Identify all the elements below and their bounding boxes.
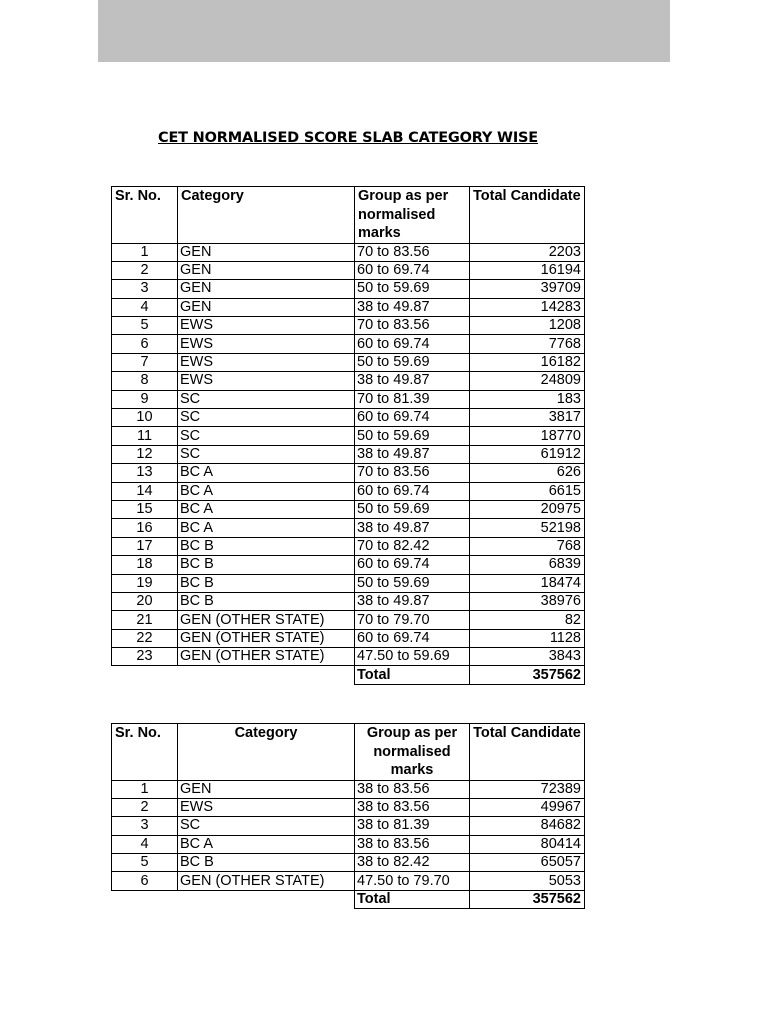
table-row — [112, 372, 585, 390]
cell-sr-no: 1 — [112, 243, 178, 261]
cell-category: SC — [178, 817, 355, 835]
cell-category: GEN — [178, 261, 355, 279]
cell-group: 50 to 59.69 — [355, 500, 470, 518]
cell-sr-no: 11 — [112, 427, 178, 445]
table-row — [112, 592, 585, 610]
cell-category: GEN — [178, 298, 355, 316]
cell-category: BC B — [178, 537, 355, 555]
cell-group: 70 to 83.56 — [355, 243, 470, 261]
cell-category: BC A — [178, 464, 355, 482]
table-row — [112, 500, 585, 518]
cell-category: GEN — [178, 243, 355, 261]
cell-sr-no: 5 — [112, 854, 178, 872]
table-row — [112, 464, 585, 482]
cell-total: 3817 — [470, 409, 585, 427]
cell-sr-no: 3 — [112, 280, 178, 298]
cell-sr-no: 23 — [112, 648, 178, 666]
table-row — [112, 817, 585, 835]
cell-sr-no: 20 — [112, 592, 178, 610]
cell-group: 38 to 49.87 — [355, 519, 470, 537]
cell-group: 38 to 83.56 — [355, 798, 470, 816]
cell-group: 47.50 to 79.70 — [355, 872, 470, 890]
cell-group: 70 to 82.42 — [355, 537, 470, 555]
cell-sr-no: 15 — [112, 500, 178, 518]
cell-total: 18770 — [470, 427, 585, 445]
table-row — [112, 427, 585, 445]
cell-sr-no: 5 — [112, 317, 178, 335]
cell-category: SC — [178, 390, 355, 408]
cell-total: 72389 — [470, 780, 585, 798]
table-row — [112, 335, 585, 353]
cell-category: GEN (OTHER STATE) — [178, 611, 355, 629]
header-group: Group as per normalised marks — [355, 724, 470, 781]
cell-total: 768 — [470, 537, 585, 555]
cell-sr-no: 8 — [112, 372, 178, 390]
cell-group: 60 to 69.74 — [355, 482, 470, 500]
cell-total: 20975 — [470, 500, 585, 518]
cell-group: 38 to 83.56 — [355, 780, 470, 798]
cell-sr-no: 19 — [112, 574, 178, 592]
cell-group: 70 to 83.56 — [355, 317, 470, 335]
cell-category: GEN (OTHER STATE) — [178, 872, 355, 890]
header-category: Category — [178, 724, 355, 781]
cell-category: SC — [178, 409, 355, 427]
header-group: Group as per normalised marks — [355, 187, 470, 244]
blank-cell — [178, 666, 355, 684]
cell-total: 2203 — [470, 243, 585, 261]
cell-group: 60 to 69.74 — [355, 409, 470, 427]
blank-cell — [112, 666, 178, 684]
table-row — [112, 298, 585, 316]
cell-total: 7768 — [470, 335, 585, 353]
total-label: Total — [355, 890, 470, 908]
cell-sr-no: 2 — [112, 261, 178, 279]
table-body — [112, 780, 585, 909]
cell-group: 50 to 59.69 — [355, 574, 470, 592]
cell-total: 24809 — [470, 372, 585, 390]
cell-category: GEN — [178, 280, 355, 298]
cell-sr-no: 10 — [112, 409, 178, 427]
cell-total: 16194 — [470, 261, 585, 279]
cell-total: 14283 — [470, 298, 585, 316]
cell-total: 16182 — [470, 353, 585, 371]
cell-total: 39709 — [470, 280, 585, 298]
cell-category: BC B — [178, 574, 355, 592]
category-summary-table — [111, 723, 585, 909]
cell-sr-no: 13 — [112, 464, 178, 482]
cell-category: BC B — [178, 854, 355, 872]
cell-sr-no: 21 — [112, 611, 178, 629]
table-row — [112, 445, 585, 463]
cell-group: 60 to 69.74 — [355, 556, 470, 574]
cell-category: BC A — [178, 519, 355, 537]
cell-category: GEN (OTHER STATE) — [178, 629, 355, 647]
cell-category: BC A — [178, 482, 355, 500]
header-total: Total Candidate — [470, 724, 585, 781]
cell-category: BC B — [178, 556, 355, 574]
cell-total: 6839 — [470, 556, 585, 574]
cell-group: 38 to 83.56 — [355, 835, 470, 853]
total-value: 357562 — [470, 890, 585, 908]
table-row — [112, 243, 585, 261]
cell-sr-no: 12 — [112, 445, 178, 463]
cell-sr-no: 1 — [112, 780, 178, 798]
cell-group: 38 to 49.87 — [355, 372, 470, 390]
cell-sr-no: 18 — [112, 556, 178, 574]
table-row — [112, 280, 585, 298]
cell-total: 61912 — [470, 445, 585, 463]
table-row — [112, 317, 585, 335]
cell-total: 84682 — [470, 817, 585, 835]
cell-sr-no: 7 — [112, 353, 178, 371]
header-sr-no: Sr. No. — [112, 187, 178, 244]
cell-category: EWS — [178, 372, 355, 390]
cell-group: 38 to 82.42 — [355, 854, 470, 872]
total-row — [112, 890, 585, 908]
cell-group: 50 to 59.69 — [355, 280, 470, 298]
table-row — [112, 556, 585, 574]
table-row — [112, 872, 585, 890]
table-row — [112, 537, 585, 555]
cell-sr-no: 4 — [112, 835, 178, 853]
cell-group: 50 to 59.69 — [355, 427, 470, 445]
blank-cell — [112, 890, 178, 908]
cell-group: 70 to 81.39 — [355, 390, 470, 408]
cell-total: 52198 — [470, 519, 585, 537]
cell-total: 82 — [470, 611, 585, 629]
header-total: Total Candidate — [470, 187, 585, 244]
cell-total: 65057 — [470, 854, 585, 872]
cell-group: 47.50 to 59.69 — [355, 648, 470, 666]
cell-sr-no: 6 — [112, 872, 178, 890]
cell-category: BC B — [178, 592, 355, 610]
cell-total: 1128 — [470, 629, 585, 647]
total-value: 357562 — [470, 666, 585, 684]
cell-category: EWS — [178, 317, 355, 335]
cell-sr-no: 9 — [112, 390, 178, 408]
table-row — [112, 611, 585, 629]
table-row — [112, 798, 585, 816]
blank-cell — [178, 890, 355, 908]
cell-group: 38 to 81.39 — [355, 817, 470, 835]
cell-category: EWS — [178, 335, 355, 353]
header-category: Category — [178, 187, 355, 244]
cell-total: 6615 — [470, 482, 585, 500]
cell-category: SC — [178, 445, 355, 463]
table-row — [112, 482, 585, 500]
cell-group: 38 to 49.87 — [355, 445, 470, 463]
cell-total: 626 — [470, 464, 585, 482]
cell-sr-no: 3 — [112, 817, 178, 835]
table-row — [112, 629, 585, 647]
table-body — [112, 243, 585, 684]
cell-group: 70 to 83.56 — [355, 464, 470, 482]
cell-sr-no: 22 — [112, 629, 178, 647]
cell-group: 70 to 79.70 — [355, 611, 470, 629]
cell-category: BC A — [178, 835, 355, 853]
table-row — [112, 780, 585, 798]
cell-total: 1208 — [470, 317, 585, 335]
cell-category: EWS — [178, 353, 355, 371]
cell-total: 18474 — [470, 574, 585, 592]
cell-total: 49967 — [470, 798, 585, 816]
header-sr-no: Sr. No. — [112, 724, 178, 781]
cell-sr-no: 6 — [112, 335, 178, 353]
cell-group: 38 to 49.87 — [355, 298, 470, 316]
total-row — [112, 666, 585, 684]
cell-group: 60 to 69.74 — [355, 261, 470, 279]
document-title: CET NORMALISED SCORE SLAB CATEGORY WISE — [158, 130, 538, 146]
cell-category: GEN — [178, 780, 355, 798]
table-row — [112, 835, 585, 853]
table-row — [112, 574, 585, 592]
cell-sr-no: 2 — [112, 798, 178, 816]
cell-sr-no: 17 — [112, 537, 178, 555]
cell-total: 3843 — [470, 648, 585, 666]
cell-category: BC A — [178, 500, 355, 518]
cell-group: 60 to 69.74 — [355, 629, 470, 647]
score-slab-table — [111, 186, 585, 685]
table-row — [112, 519, 585, 537]
cell-total: 183 — [470, 390, 585, 408]
table-row — [112, 854, 585, 872]
cell-category: GEN (OTHER STATE) — [178, 648, 355, 666]
cell-total: 38976 — [470, 592, 585, 610]
cell-total: 80414 — [470, 835, 585, 853]
table-row — [112, 390, 585, 408]
cell-category: SC — [178, 427, 355, 445]
cell-total: 5053 — [470, 872, 585, 890]
table-row — [112, 353, 585, 371]
cell-category: EWS — [178, 798, 355, 816]
cell-group: 38 to 49.87 — [355, 592, 470, 610]
cell-group: 50 to 59.69 — [355, 353, 470, 371]
cell-sr-no: 4 — [112, 298, 178, 316]
cell-sr-no: 16 — [112, 519, 178, 537]
table-row — [112, 261, 585, 279]
header-gray-band — [98, 0, 670, 62]
cell-sr-no: 14 — [112, 482, 178, 500]
total-label: Total — [355, 666, 470, 684]
table-row — [112, 409, 585, 427]
cell-group: 60 to 69.74 — [355, 335, 470, 353]
table-row — [112, 648, 585, 666]
